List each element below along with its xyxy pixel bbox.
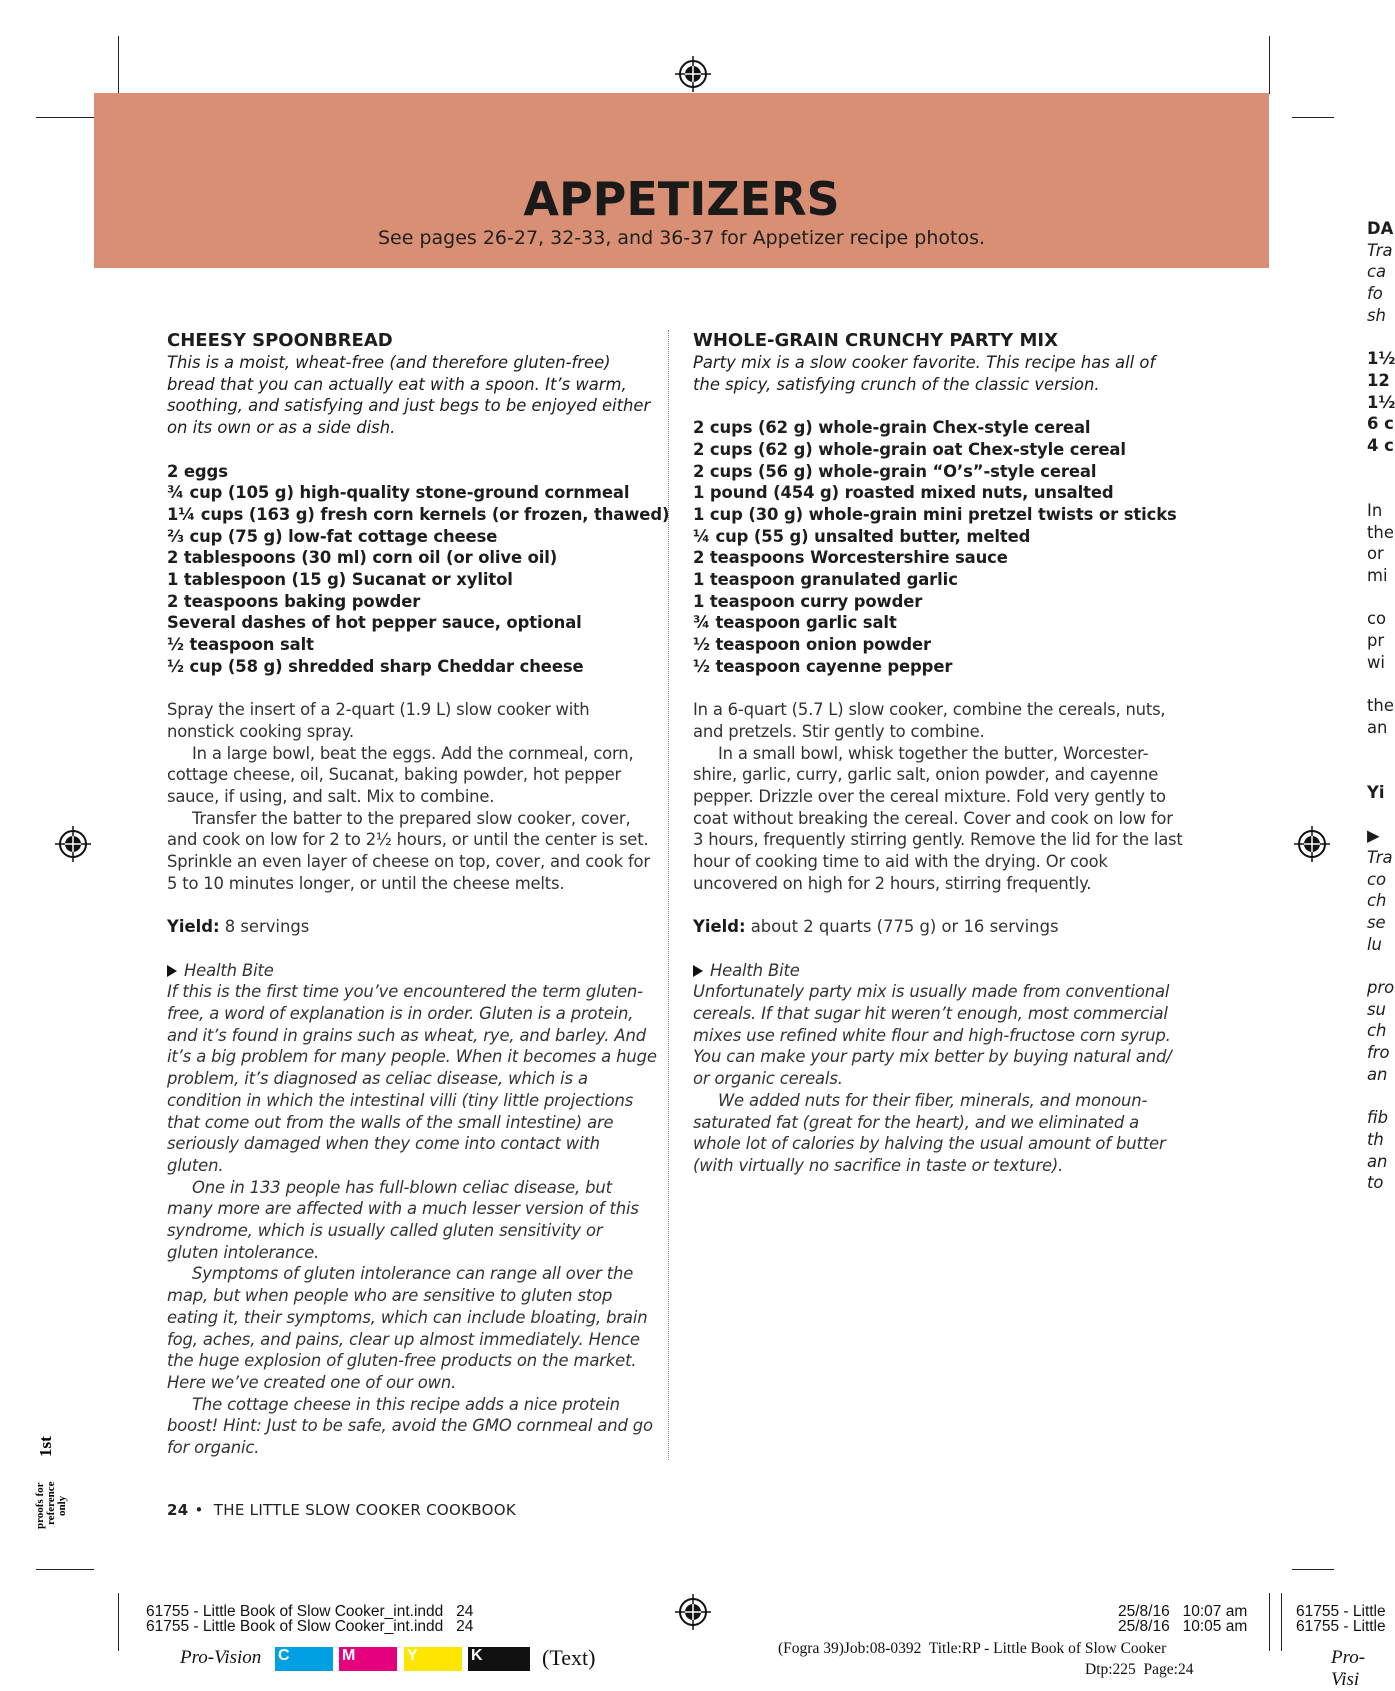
cutoff-line: In — [1367, 500, 1383, 520]
cutoff-line: se — [1367, 913, 1386, 932]
recipe-step: In a small bowl, whisk together the butter, Worcester-shire, garlic, curry, garlic salt, onion powder, and cayenne pepper. Drizzle over the cereal mixture. Fold very gently to coat without breaking the cereal. Cover and cook on low for 3 hours, frequently stirring gently. Remove the lid for the last hour of cooking time to aid with the drying. Or cook uncovered on high for 2 hours, stirring frequently. — [693, 743, 1183, 893]
slug-date-line: 25/8/16 10:07 am — [1118, 1603, 1248, 1620]
cutoff-line: pr — [1367, 631, 1385, 651]
cutoff-line: co — [1367, 609, 1387, 629]
provision-logo: Pro-Visi — [1331, 1647, 1366, 1690]
next-page-cutoff-column — [1367, 218, 1395, 1194]
cutoff-line — [1367, 457, 1387, 479]
crop-mark — [118, 1593, 119, 1651]
crop-mark — [1269, 1593, 1270, 1651]
registration-mark-icon — [1294, 826, 1330, 862]
ingredient-item: 2 cups (56 g) whole-grain “O’s”-style cereal — [693, 461, 1097, 481]
cutoff-line: or — [1367, 544, 1384, 564]
ingredient-item: 2 teaspoons baking powder — [167, 591, 421, 611]
health-bite-paragraph: Symptoms of gluten intolerance can range all over the map, but when people who are sensitive to gluten stop eating it, their symptoms, which can include bloating, brain fog, aches, and pains, clear up almost immediately. Hence the huge explosion of gluten-free products on the market. Here we’ve created one of our own. — [167, 1264, 648, 1392]
cutoff-line: the — [1367, 522, 1394, 542]
ingredient-item: 1 teaspoon granulated garlic — [693, 570, 958, 590]
cutoff-line: mi — [1367, 566, 1388, 585]
swatch-black: K — [468, 1647, 530, 1671]
ingredient-item: Several dashes of hot pepper sauce, optional — [167, 613, 582, 633]
ingredient-item: ½ teaspoon onion powder — [693, 635, 932, 655]
ingredient-item: 2 cups (62 g) whole-grain oat Chex-style cereal — [693, 439, 1126, 459]
ingredient-item: 2 tablespoons (30 ml) corn oil (or olive oil) — [167, 548, 558, 568]
ingredient-list — [693, 417, 1183, 677]
ingredient-list — [167, 461, 670, 678]
cutoff-line: fro — [1367, 1043, 1390, 1063]
yield-value: about 2 quarts (775 g) or 16 servings — [750, 917, 1059, 937]
crop-mark — [36, 117, 94, 118]
recipe-steps — [167, 699, 657, 894]
crop-mark — [1269, 36, 1270, 94]
column-divider — [668, 330, 669, 1460]
recipe-cheesy-spoonbread — [167, 330, 670, 1459]
ingredient-item: 1 tablespoon (15 g) Sucanat or xylitol — [167, 570, 513, 590]
stamp-line: reference — [45, 1481, 57, 1525]
swatch-magenta: M — [339, 1647, 397, 1671]
cutoff-line: 6 c — [1367, 414, 1394, 434]
ingredient-item: 1 teaspoon curry powder — [693, 591, 923, 611]
slug-job-line: (Fogra 39)Job:08-0392 Title:RP - Little Book of Slow Cooker — [778, 1640, 1167, 1657]
slug-file-line: 61755 - Little — [1296, 1603, 1386, 1620]
cutoff-line: wi — [1367, 652, 1385, 672]
recipe-intro: Party mix is a slow cooker favorite. This recipe has all of the spicy, satisfying crunch of the classic version. — [693, 353, 1156, 394]
cutoff-line: ▶ — [1367, 826, 1380, 846]
slug-file-line: 61755 - Little Book of Slow Cooker_int.indd 24 — [146, 1618, 474, 1635]
swatch-cyan: C — [275, 1647, 333, 1671]
yield-label: Yield: — [693, 917, 746, 937]
health-bite-label: Health Bite — [184, 960, 274, 980]
cutoff-line: an — [1367, 1064, 1388, 1084]
section-title: APPETIZERS — [523, 172, 840, 226]
cutoff-line: 1½ — [1367, 392, 1395, 412]
section-subtitle: See pages 26-27, 32-33, and 36-37 for Appetizer recipe photos. — [377, 227, 986, 249]
cutoff-line: an — [1367, 1151, 1388, 1171]
stamp-line: only — [56, 1495, 68, 1516]
health-bite — [167, 960, 657, 1459]
health-bite-paragraph: Unfortunately party mix is usually made from conventional cereals. If that sugar hit weren’t enough, most commercial mixes use refined white flour and high-fructose corn syrup. You can make your party mix better by buying natural and/ or organic cereals. — [693, 982, 1172, 1089]
section-banner — [94, 93, 1269, 268]
cutoff-line — [1367, 804, 1387, 826]
cutoff-line: sh — [1367, 305, 1386, 325]
ingredient-item: ¼ cup (55 g) unsalted butter, melted — [693, 526, 1031, 546]
triangle-bullet-icon — [167, 965, 177, 977]
recipe-step: In a 6-quart (5.7 L) slow cooker, combine the cereals, nuts, and pretzels. Stir gently to combine. — [693, 700, 1166, 741]
page-number: 24 — [167, 1501, 189, 1519]
slug-file-line: 61755 - Little — [1296, 1618, 1386, 1635]
cutoff-line — [1367, 673, 1387, 695]
health-bite-heading — [693, 960, 1183, 982]
ingredient-item: 2 eggs — [167, 461, 228, 481]
cutoff-line: 4 c — [1367, 435, 1394, 455]
health-bite — [693, 960, 1183, 1177]
provision-logo: Pro-Vision — [180, 1647, 262, 1668]
slug-dtp-line: Dtp:225 Page:24 — [1085, 1661, 1194, 1678]
cutoff-line: th — [1367, 1129, 1384, 1149]
cutoff-line: lu — [1367, 934, 1382, 954]
cutoff-line: su — [1367, 999, 1386, 1019]
recipe-intro: This is a moist, wheat-free (and therefore gluten-free) bread that you can actually eat with a spoon. It’s warm, soothing, and satisfying and just begs to be enjoyed either on its own or as a side dish. — [167, 353, 651, 438]
crop-mark — [1292, 117, 1334, 118]
cutoff-line — [1367, 587, 1387, 609]
slug-date-line: 25/8/16 10:05 am — [1118, 1618, 1248, 1635]
ingredient-item: 1 cup (30 g) whole-grain mini pretzel twists or sticks — [693, 504, 1177, 524]
health-bite-paragraph: We added nuts for their fiber, minerals, and monoun-saturated fat (great for the heart), and we eliminated a whole lot of calories by halving the usual amount of butter (with virtually no sacrifice in taste or texture). — [693, 1090, 1166, 1175]
cutoff-line: ch — [1367, 1021, 1387, 1041]
cutoff-line: Yi — [1367, 782, 1385, 802]
cutoff-line — [1367, 955, 1387, 977]
cutoff-line: 12 — [1367, 370, 1390, 390]
cutoff-line: co — [1367, 869, 1387, 889]
page-folio — [167, 1501, 516, 1519]
slug-file-line: 61755 - Little Book of Slow Cooker_int.indd 24 — [146, 1603, 474, 1620]
cutoff-line — [1367, 760, 1387, 782]
cutoff-line — [1367, 1086, 1387, 1108]
health-bite-heading — [167, 960, 657, 982]
recipe-yield — [693, 916, 1183, 938]
ingredient-item: ½ teaspoon cayenne pepper — [693, 656, 953, 676]
yield-value: 8 servings — [224, 917, 310, 937]
registration-mark-icon — [675, 1594, 711, 1630]
cutoff-line: fo — [1367, 284, 1383, 304]
ingredient-item: ¾ teaspoon garlic salt — [693, 613, 897, 633]
ingredient-item: 2 cups (62 g) whole-grain Chex-style cereal — [693, 418, 1091, 438]
recipe-steps — [693, 699, 1183, 894]
triangle-bullet-icon — [693, 965, 703, 977]
cutoff-line: Tra — [1367, 240, 1393, 260]
recipe-yield — [167, 916, 657, 938]
recipe-party-mix — [693, 330, 1183, 1177]
crop-mark — [36, 1569, 94, 1570]
cutoff-line: the — [1367, 696, 1394, 716]
recipe-step: Spray the insert of a 2-quart (1.9 L) slow cooker with nonstick cooking spray. — [167, 700, 590, 741]
ingredient-item: 1¼ cups (163 g) fresh corn kernels (or frozen, thawed) — [167, 504, 670, 524]
recipe-step: In a large bowl, beat the eggs. Add the cornmeal, corn, cottage cheese, oil, Sucanat, baking powder, hot pepper sauce, if using, and salt. Mix to combine. — [167, 743, 634, 807]
cutoff-line: an — [1367, 717, 1388, 737]
cutoff-line: pro — [1367, 978, 1395, 998]
proof-stamp — [30, 1415, 80, 1535]
cutoff-line — [1367, 326, 1387, 348]
book-title: THE LITTLE SLOW COOKER COOKBOOK — [213, 1501, 516, 1519]
health-bite-paragraph: The cottage cheese in this recipe adds a nice protein boost! Hint: Just to be safe, avoid the GMO cornmeal and go for organic. — [167, 1394, 653, 1458]
ingredient-item: 2 teaspoons Worcestershire sauce — [693, 548, 1008, 568]
crop-mark — [1281, 1593, 1282, 1651]
cutoff-line — [1367, 478, 1387, 500]
health-bite-paragraph: If this is the first time you’ve encountered the term gluten-free, a word of explanation is in order. Gluten is a protein, and it’s found in grains such as wheat, rye, and barley. And it’s a big problem for many people. When it becomes a huge problem, it’s diagnosed as celiac disease, which is a condition in which the intestinal villi (tiny little projections that come out from the walls of the small intestine) are seriously damaged when they come into contact with gluten. — [167, 982, 657, 1175]
stamp-line: proofs for — [34, 1482, 46, 1529]
cutoff-line: fib — [1367, 1108, 1388, 1128]
slug-text-label: (Text) — [542, 1645, 596, 1670]
cutoff-line: ch — [1367, 891, 1387, 911]
recipe-step: Transfer the batter to the prepared slow cooker, cover, and cook on low for 2 to 2½ hours, or until the center is set. Sprinkle an even layer of cheese on top, cover, and cook for 5 to 10 minutes longer, or until the cheese melts. — [167, 808, 650, 893]
cutoff-line: 1½ — [1367, 349, 1395, 369]
health-bite-label: Health Bite — [710, 960, 800, 980]
cutoff-line: ca — [1367, 262, 1387, 282]
cutoff-line — [1367, 739, 1387, 761]
folio-separator: • — [194, 1501, 204, 1519]
yield-label: Yield: — [167, 917, 220, 937]
registration-mark-icon — [675, 56, 711, 92]
ingredient-item: ¾ cup (105 g) high-quality stone-ground cornmeal — [167, 483, 630, 503]
swatch-yellow: Y — [404, 1647, 462, 1671]
cutoff-line: DA — [1367, 219, 1394, 238]
ingredient-item: ½ teaspoon salt — [167, 635, 314, 655]
recipe-title: CHEESY SPOONBREAD — [167, 330, 393, 351]
cutoff-line: Tra — [1367, 847, 1393, 867]
recipe-title: WHOLE-GRAIN CRUNCHY PARTY MIX — [693, 330, 1058, 351]
crop-mark — [1292, 1569, 1334, 1570]
ingredient-item: 1 pound (454 g) roasted mixed nuts, unsalted — [693, 483, 1114, 503]
health-bite-paragraph: One in 133 people has full-blown celiac disease, but many more are affected with a much lesser version of this syndrome, which is usually called gluten sensitivity or gluten intolerance. — [167, 1177, 639, 1262]
ingredient-item: ½ cup (58 g) shredded sharp Cheddar cheese — [167, 656, 584, 676]
crop-mark — [118, 36, 119, 94]
stamp-first: 1st — [36, 1436, 55, 1457]
cutoff-line: to — [1367, 1173, 1384, 1193]
registration-mark-icon — [55, 826, 91, 862]
ingredient-item: ⅔ cup (75 g) low-fat cottage cheese — [167, 526, 498, 546]
